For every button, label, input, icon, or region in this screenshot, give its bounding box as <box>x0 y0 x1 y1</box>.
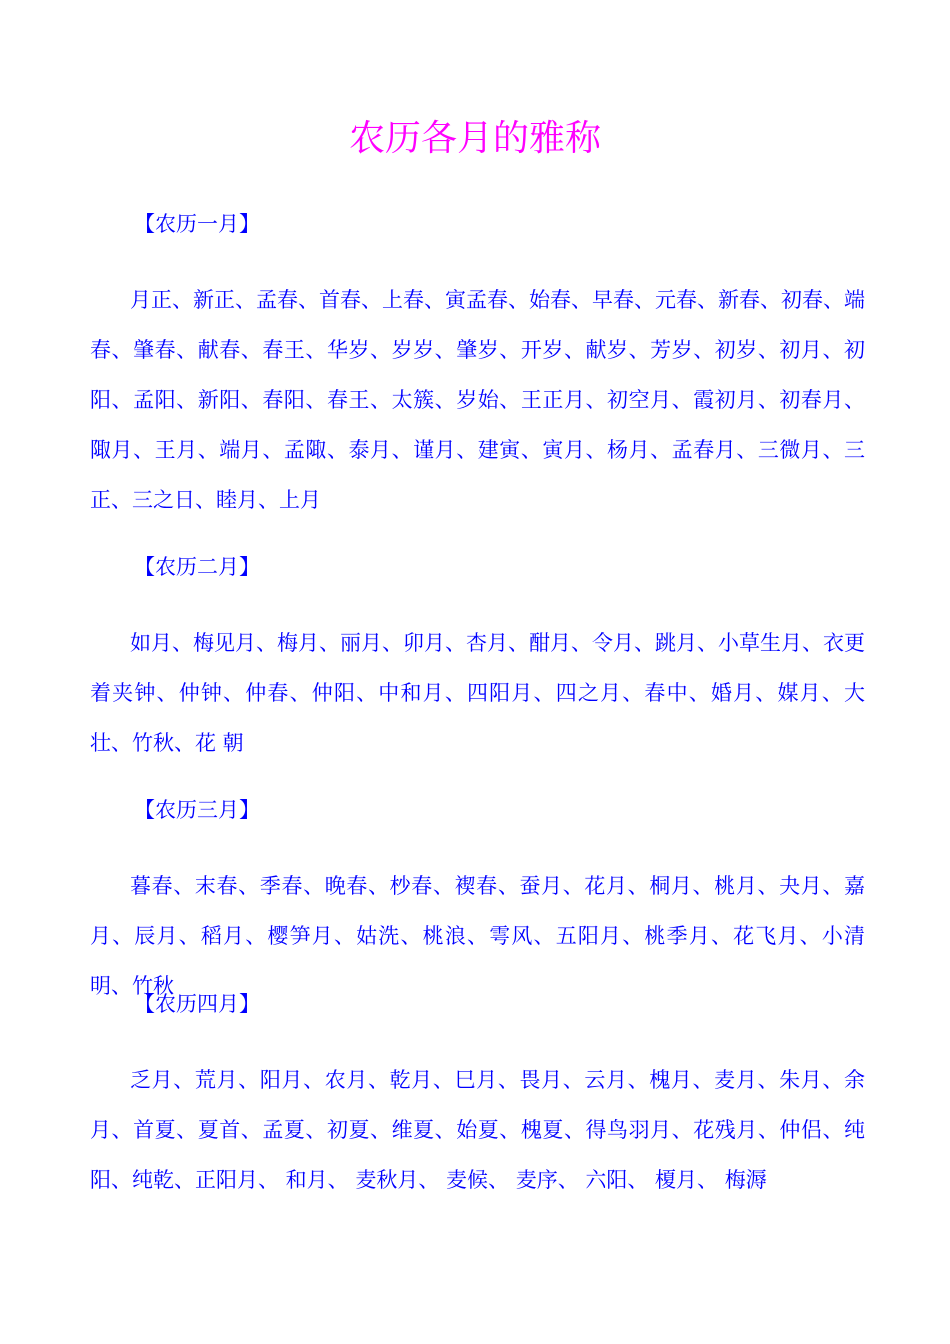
section-month-1 <box>90 209 865 525</box>
section-heading: 【农历四月】 <box>134 992 260 1016</box>
section-text: 如月、梅见月、梅月、丽月、卯月、杏月、酣月、令月、跳月、小草生月、衣更着夹钟、仲钟、仲春、仲阳、中和月、四阳月、四之月、春中、婚月、媒月、大壮、竹秋、花 朝 <box>90 631 865 755</box>
section-text: 月正、新正、孟春、首春、上春、寅孟春、始春、早春、元春、新春、初春、端春、肇春、献春、春王、华岁、岁岁、肇岁、开岁、献岁、芳岁、初岁、初月、初阳、孟阳、新阳、春阳、春王、太簇、岁始、王正月、初空月、霞初月、初春月、陬月、王月、端月、孟陬、泰月、谨月、建寅、寅月、杨月、孟春月、三微月、三正、三之日、睦月、上月 <box>90 288 865 512</box>
section-text: 暮春、末春、季春、晚春、杪春、褉春、蚕月、花月、桐月、桃月、夬月、嘉月、辰月、稻月、樱笋月、姑洗、桃浪、雩风、五阳月、桃季月、花飞月、小清明、竹秋 <box>90 874 865 998</box>
section-month-2 <box>90 552 865 768</box>
section-heading: 【农历三月】 <box>134 798 260 822</box>
document-title: 农历各月的雅称 <box>348 118 601 159</box>
section-month-3 <box>90 795 865 1011</box>
section-heading: 【农历二月】 <box>134 555 260 579</box>
section-heading: 【农历一月】 <box>134 212 260 236</box>
section-month-4 <box>90 989 865 1205</box>
section-text: 乏月、荒月、阳月、农月、乾月、巳月、畏月、云月、槐月、麦月、朱月、余月、首夏、夏首、孟夏、初夏、维夏、始夏、槐夏、得鸟羽月、花残月、仲侣、纯阳、纯乾、正阳月、 和月、 麦秋月、 麦候、 麦序、 六阳、 榎月、 梅溽 <box>90 1068 865 1192</box>
